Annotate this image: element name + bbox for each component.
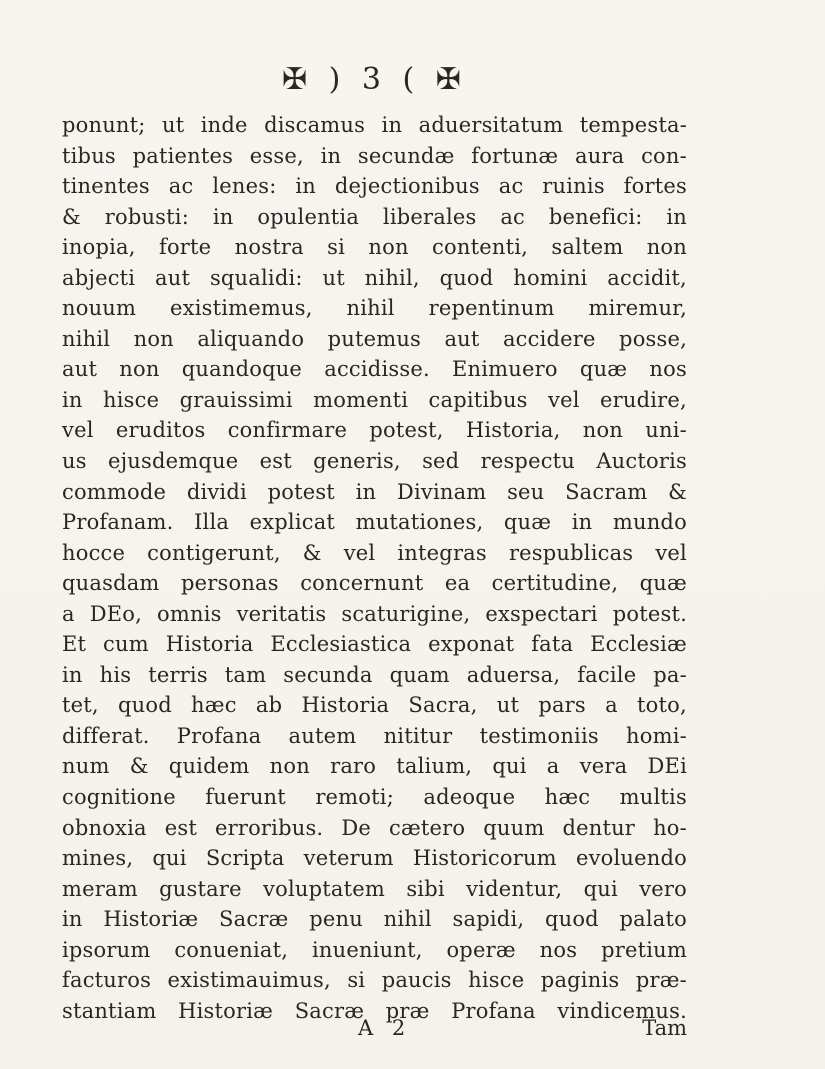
text-line: facturos existimauimus, si paucis hisce paginis præ- [62, 968, 687, 993]
text-line: stantiam Historiæ Sacræ præ Profana vindicemus. [62, 998, 687, 1023]
page-footer [62, 1016, 687, 1046]
text-line: ipsorum conueniat, inueniunt, operæ nos pretium [62, 937, 687, 962]
text-line: obnoxia est erroribus. De cætero quum dentur ho- [62, 815, 687, 840]
page-header: ✠ ) 3 ( ✠ [282, 62, 467, 97]
text-line: quasdam personas concernunt ea certitudine, quæ [62, 571, 687, 596]
text-line: abjecti aut squalidi: ut nihil, quod homini accidit, [62, 265, 687, 290]
text-line: tet, quod hæc ab Historia Sacra, ut pars a toto, [62, 693, 687, 718]
text-line: vel eruditos confirmare potest, Historia, non uni- [62, 418, 687, 443]
text-line: ponunt; ut inde discamus in aduersitatum tempesta- [62, 113, 687, 137]
text-line: nouum existimemus, nihil repentinum miremur, [62, 296, 687, 321]
text-line: tinentes ac lenes: in dejectionibus ac ruinis fortes [62, 174, 687, 199]
text-line: a DEo, omnis veritatis scaturigine, exspectari potest. [62, 601, 687, 626]
signature-mark: A 2 [358, 1016, 412, 1040]
text-line: in his terris tam secunda quam aduersa, facile pa- [62, 662, 687, 687]
text-line: us ejusdemque est generis, sed respectu Auctoris [62, 449, 687, 474]
body-text [62, 110, 687, 1026]
text-line: aut non quandoque accidisse. Enimuero quæ nos [62, 357, 687, 382]
text-line: hocce contigerunt, & vel integras respublicas vel [62, 540, 687, 565]
text-line: Et cum Historia Ecclesiastica exponat fata Ecclesiæ [62, 632, 687, 657]
text-line: num & quidem non raro talium, qui a vera DEi [62, 754, 687, 779]
text-line: nihil non aliquando putemus aut accidere posse, [62, 326, 687, 351]
text-line: cognitione fuerunt remoti; adeoque hæc multis [62, 785, 687, 810]
text-line: in Historiæ Sacræ penu nihil sapidi, quod palato [62, 907, 687, 932]
catchword: Tam [642, 1016, 687, 1040]
text-line: differat. Profana autem nititur testimoniis homi- [62, 723, 687, 748]
text-line: mines, qui Scripta veterum Historicorum evoluendo [62, 846, 687, 871]
text-line: & robusti: in opulentia liberales ac benefici: in [62, 204, 687, 229]
text-line: commode dividi potest in Divinam seu Sacram & [62, 479, 687, 504]
text-line: meram gustare voluptatem sibi videntur, qui vero [62, 876, 687, 901]
text-line: tibus patientes esse, in secundæ fortunæ aura con- [62, 143, 687, 168]
text-line: inopia, forte nostra si non contenti, saltem non [62, 235, 687, 260]
text-line: in hisce grauissimi momenti capitibus vel erudire, [62, 387, 687, 412]
text-line: Profanam. Illa explicat mutationes, quæ in mundo [62, 510, 687, 535]
